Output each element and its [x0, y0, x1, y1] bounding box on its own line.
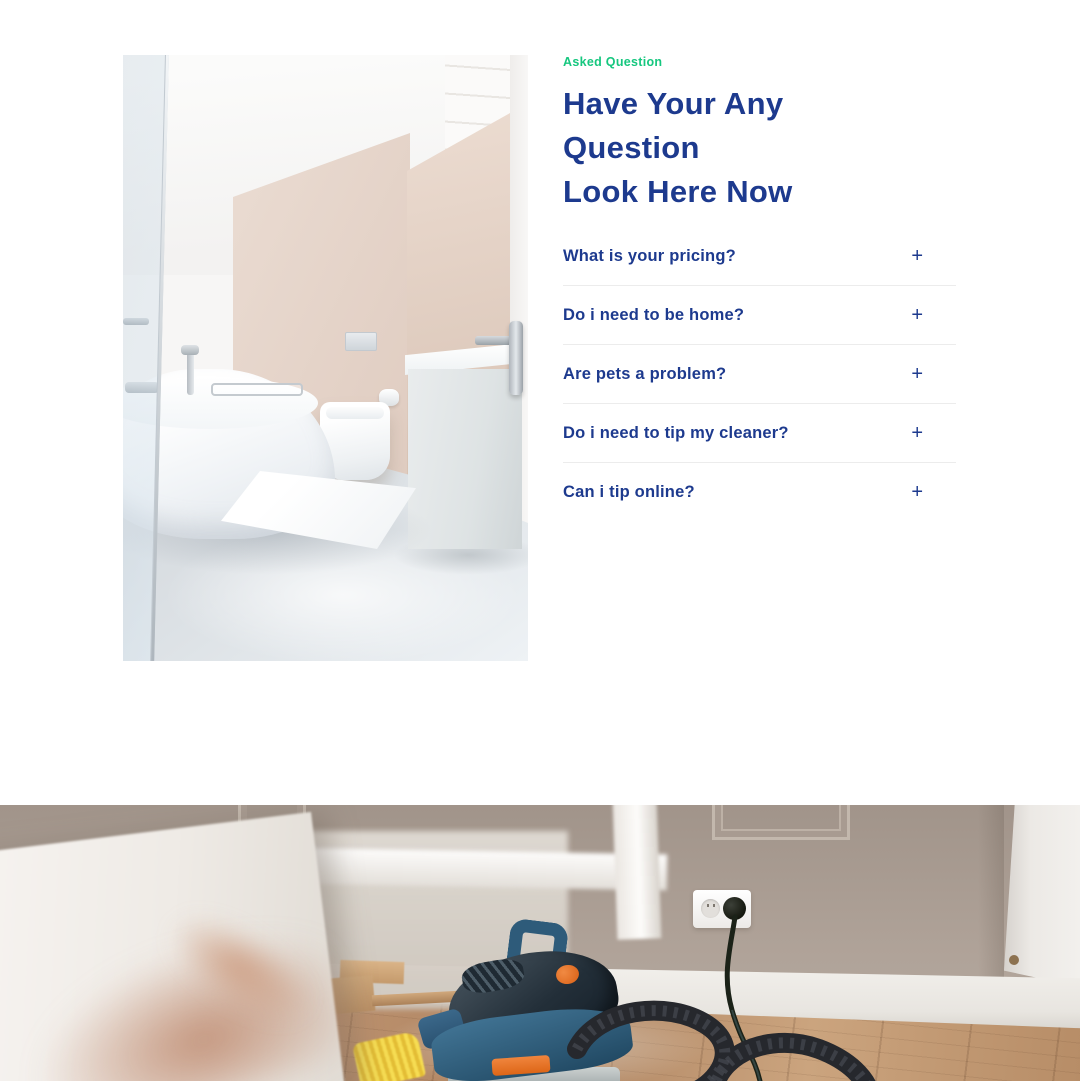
plus-icon[interactable]: +: [911, 244, 923, 267]
faq-question-label: Do i need to be home?: [563, 305, 745, 324]
hand-shower-head: [181, 345, 199, 355]
plus-icon[interactable]: +: [911, 421, 923, 444]
bathroom-photo: [123, 55, 528, 661]
faq-item-tip-cleaner[interactable]: [563, 404, 956, 463]
heading-line-3: Look Here Now: [563, 174, 793, 209]
faq-question-label: Can i tip online?: [563, 483, 695, 501]
faq-content: [563, 55, 956, 522]
plus-icon[interactable]: +: [911, 481, 923, 503]
renovation-photo-banner: [0, 805, 1080, 1081]
radiator-valve: [1009, 955, 1019, 965]
plus-icon[interactable]: +: [911, 303, 923, 326]
hand-shower-hose: [187, 351, 194, 395]
faq-accordion: [563, 227, 956, 522]
vacuum-hose: [555, 991, 895, 1081]
faq-question-label: What is your pricing?: [563, 246, 736, 265]
toilet-flush-plate: [345, 332, 377, 351]
faq-item-pets[interactable]: [563, 345, 956, 404]
door-handle: [509, 321, 523, 395]
wall-moulding-frame: [712, 805, 850, 840]
ladder-rail-horizontal: [282, 848, 668, 891]
faq-question-label: Are pets a problem?: [563, 364, 727, 383]
section-eyebrow: Asked Question: [563, 55, 663, 69]
wall-corner-shadow: [978, 805, 1004, 995]
heading-line-1: Have Your Any: [563, 86, 784, 121]
heading-line-2: Question: [563, 130, 700, 165]
section-heading: [563, 82, 956, 214]
ladder-rail-vertical: [613, 805, 662, 940]
faq-item-be-home[interactable]: [563, 286, 956, 345]
faq-item-tip-online[interactable]: [563, 463, 956, 522]
faq-item-pricing[interactable]: [563, 227, 956, 286]
plus-icon[interactable]: +: [911, 362, 923, 385]
toilet-lid: [326, 407, 384, 419]
bathtub-caddy: [211, 383, 303, 396]
faq-question-label: Do i need to tip my cleaner?: [563, 423, 789, 442]
